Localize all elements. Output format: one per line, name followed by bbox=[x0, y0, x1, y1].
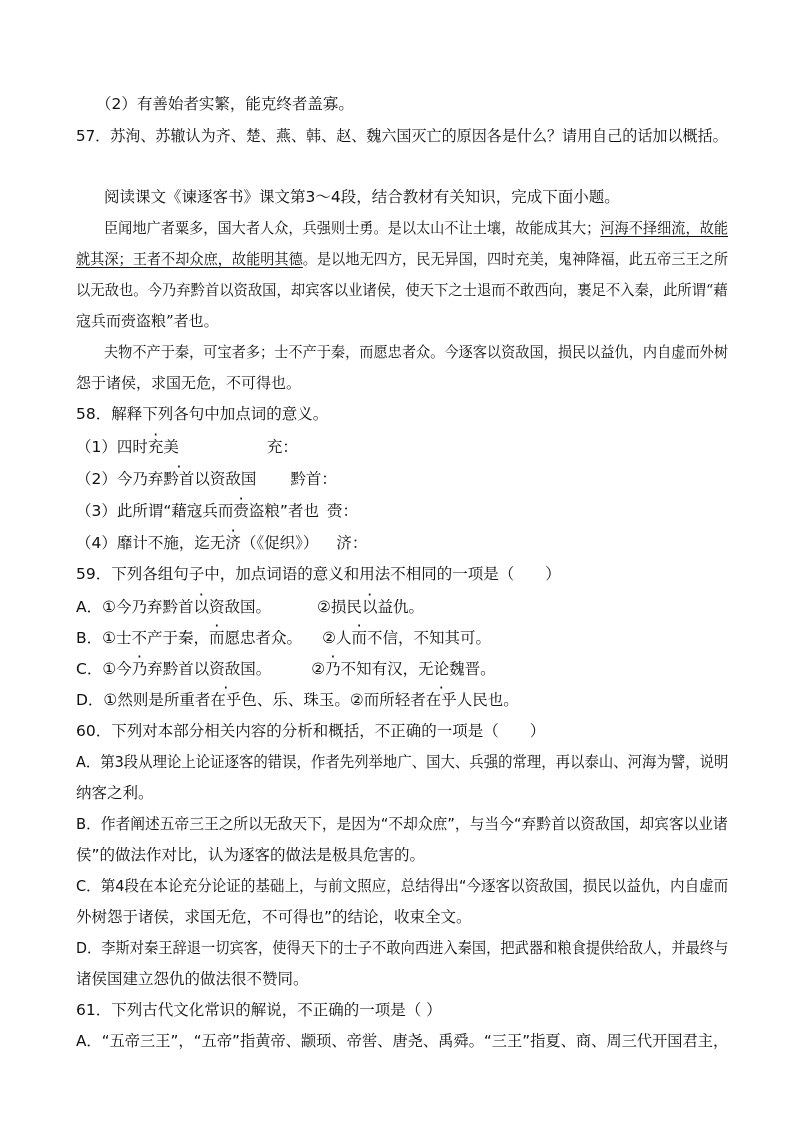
passage-text: 臣闻地广者粟多，国大者人众，兵强则士勇。是以太山不让土壤，故能成其大； bbox=[104, 219, 601, 237]
passage-underlined-text: 就其深；王者不却众庶，故能明其德 bbox=[76, 250, 303, 268]
option-text: C．①今 bbox=[76, 660, 132, 678]
dotted-word: 在乎 bbox=[425, 691, 457, 709]
question-60: 60．下列对本部分相关内容的分析和概括，不正确的一项是（ ） bbox=[76, 722, 546, 740]
passage-line: 夫物不产于秦，可宝者多；士不产于秦，而愿忠者众。今逐客以资敌国，损民以益仇，内自虚而外树 bbox=[104, 343, 729, 361]
dotted-word: 而 bbox=[351, 629, 367, 647]
passage-line bbox=[104, 217, 728, 239]
dotted-word: 以 bbox=[361, 598, 378, 616]
q60-option-a: A．第3段从理论上论证逐客的错误，作者先列举地广、国大、兵强的常理，再以泰山、河海为譬，说明 bbox=[76, 753, 729, 771]
q59-option-c bbox=[76, 658, 496, 680]
option-text: D．①然则是所重者 bbox=[76, 691, 211, 709]
reading-intro: 阅读课文《谏逐客书》课文第3～4段，结合教材有关知识，完成下面小题。 bbox=[104, 188, 620, 206]
option-text: B．①士不产于秦， bbox=[76, 629, 210, 647]
q60-option-c: C．第4段在本论充分论证的基础上，与前文照应，总结得出“今逐客以资敌国，损民以益仇，内自虚而 bbox=[76, 877, 729, 895]
option-text: 愿忠者众。 bbox=[224, 629, 303, 647]
answer-label: 黔首： bbox=[290, 470, 337, 488]
item-text: 美 bbox=[163, 438, 179, 456]
item-text: （4）靡计不施，迄无 bbox=[76, 534, 226, 552]
q60-option-c-cont: 外树怨于诸侯，求国无危，不可得也”的结论，收束全文。 bbox=[76, 908, 472, 926]
passage-line: 以无敌也。今乃弃黔首以资敌国，却宾客以业诸侯，使天下之士退而不敢西向，裹足不入秦，此所谓“藉 bbox=[76, 281, 728, 299]
q58-item-4 bbox=[76, 532, 367, 554]
dotted-word: 以 bbox=[193, 598, 210, 616]
answer-line-2: （2）有善始者实繁，能克终者盖寡。 bbox=[96, 95, 354, 113]
dotted-word: 乃 bbox=[131, 660, 148, 678]
q60-option-d: D．李斯对秦王辞退一切宾客，使得天下的士子不敢向西进入秦国，把武器和粮食提供给敌人，并最终与 bbox=[76, 939, 729, 957]
option-text: ② bbox=[311, 660, 326, 678]
option-text: 不信，不知其可。 bbox=[366, 629, 491, 647]
dotted-word: 而 bbox=[209, 629, 225, 647]
dotted-word: 赍 bbox=[233, 502, 249, 520]
option-text: 色、乐、珠玉。②而所轻者 bbox=[241, 691, 426, 709]
passage-underlined-text: 河海不择细流，故能 bbox=[600, 219, 729, 237]
answer-label: 济： bbox=[336, 534, 368, 552]
answer-label: 充： bbox=[266, 438, 298, 456]
passage-line: 怨于诸侯，求国无危，不可得也。 bbox=[76, 374, 302, 392]
answer-label: 赍： bbox=[326, 502, 358, 520]
item-text: （2）今乃弃 bbox=[76, 470, 164, 488]
question-57: 57．苏洵、苏辙认为齐、楚、燕、韩、赵、魏六国灭亡的原因各是什么？请用自己的话加以概括。 bbox=[76, 127, 728, 145]
q60-option-a-cont: 纳客之利。 bbox=[76, 784, 154, 802]
q60-option-b-cont: 侯”的做法作对比，认为逐客的做法是极具危害的。 bbox=[76, 846, 426, 864]
option-text: 资敌国。 bbox=[209, 598, 272, 616]
passage-line: 寇兵而赍盗粮”者也。 bbox=[76, 312, 219, 330]
option-text: 弃黔首以资敌国。 bbox=[147, 660, 272, 678]
question-58: 58．解释下列各句中加点词的意义。 bbox=[76, 405, 329, 423]
q59-option-b bbox=[76, 627, 491, 649]
question-61: 61．下列古代文化常识的解说，不正确的一项是（ ） bbox=[76, 1001, 442, 1019]
q61-option-a: A．“五帝三王”，“五帝”指黄帝、颛顼、帝喾、唐尧、禹舜。“三王”指夏、商、周三代开国君主， bbox=[76, 1032, 729, 1050]
option-text: A．①今乃弃黔首 bbox=[76, 598, 194, 616]
q60-option-b: B．作者阐述五帝三王之所以无敌天下，是因为“不却众庶”，与当今“弃黔首以资敌国，却宾客以业诸 bbox=[76, 815, 728, 833]
q59-option-a bbox=[76, 596, 424, 618]
option-text: 不知有汉，无论魏晋。 bbox=[340, 660, 496, 678]
dotted-word: 在乎 bbox=[210, 691, 242, 709]
q58-item-3 bbox=[76, 500, 358, 522]
option-text: ②损民 bbox=[317, 598, 362, 616]
option-text: 益仇。 bbox=[377, 598, 424, 616]
q60-option-d-cont: 诸侯国建立怨仇的做法很不赞同。 bbox=[76, 970, 309, 988]
q58-item-1 bbox=[76, 436, 298, 458]
option-text: ②人 bbox=[322, 629, 352, 647]
item-text: （1）四时 bbox=[76, 438, 148, 456]
dotted-word: 黔首 bbox=[163, 470, 195, 488]
passage-line bbox=[76, 248, 728, 270]
q59-option-d bbox=[76, 689, 519, 711]
item-text: 以资敌国 bbox=[194, 470, 257, 488]
item-text: 盗粮”者也 bbox=[248, 502, 319, 520]
passage-text: 。是以地无四方，民无异国，四时充美，鬼神降福，此五帝三王之所 bbox=[302, 250, 729, 268]
q58-item-2 bbox=[76, 468, 337, 490]
item-text: （3）此所谓“藉寇兵而 bbox=[76, 502, 234, 520]
dotted-word: 济 bbox=[225, 534, 241, 552]
option-text: 人民也。 bbox=[456, 691, 519, 709]
dotted-word: 乃 bbox=[325, 660, 341, 678]
item-text: （《促织》） bbox=[240, 534, 319, 552]
question-59: 59．下列各组句子中，加点词语的意义和用法不相同的一项是（ ） bbox=[76, 565, 561, 583]
dotted-word: 充 bbox=[147, 438, 164, 456]
